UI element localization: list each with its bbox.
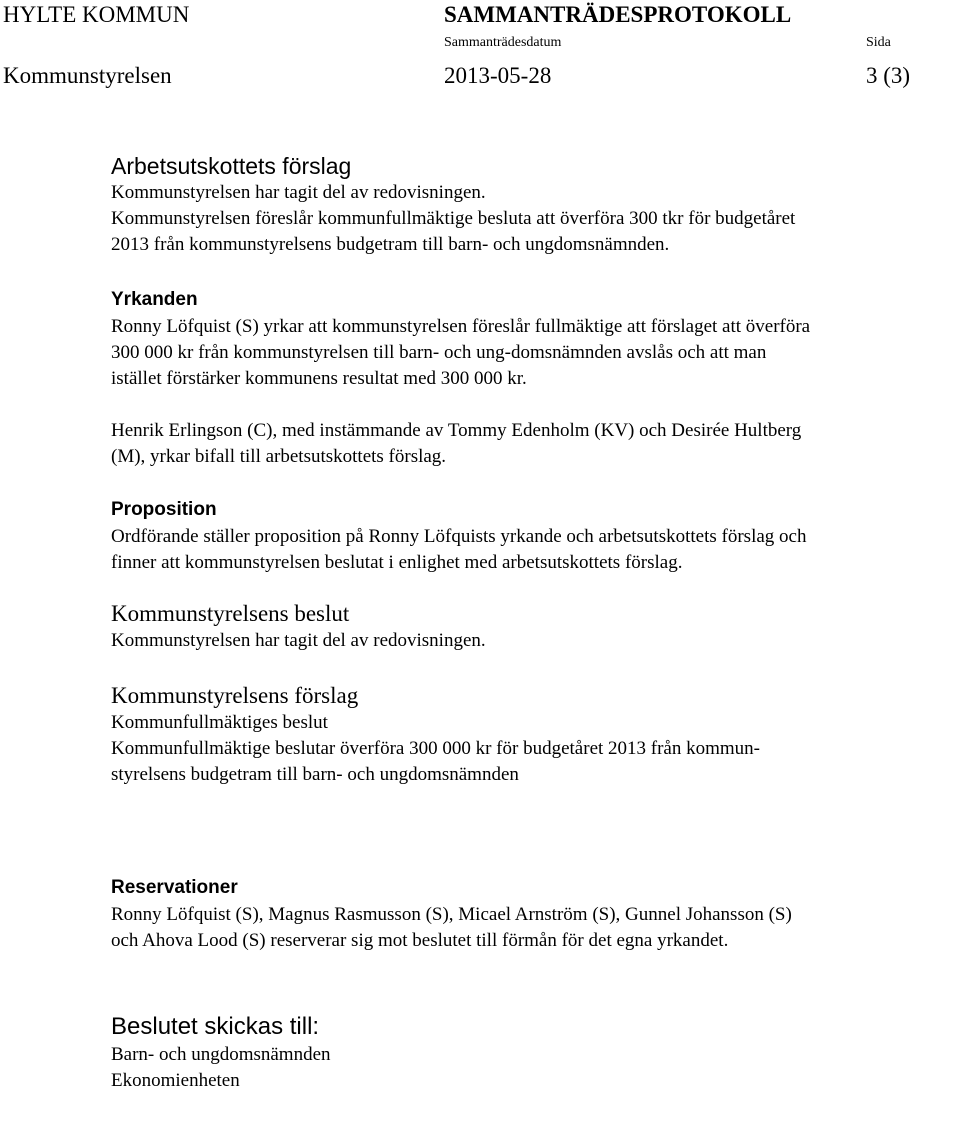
section-proposition	[111, 496, 959, 576]
page-label: Sida	[866, 35, 891, 50]
section-arbetsutskottets-forslag	[111, 152, 959, 258]
text-line: Kommunstyrelsen har tagit del av redovisningen.	[111, 630, 486, 651]
section-heading: Arbetsutskottets förslag	[111, 153, 352, 179]
text-line: istället förstärker kommunens resultat med 300 000 kr.	[111, 368, 527, 389]
section-kommunstyrelsens-forslag	[111, 682, 959, 788]
section-yrkanden	[111, 286, 959, 470]
text-line: Kommunstyrelsen har tagit del av redovisningen.	[111, 182, 486, 203]
section-beslutet-skickas-till	[111, 1012, 959, 1094]
recipient: Ekonomienheten	[111, 1070, 240, 1091]
section-text	[111, 180, 959, 258]
text-line: Kommunfullmäktige beslutar överföra 300 000 kr för budgetåret 2013 från kommun-	[111, 738, 760, 759]
section-kommunstyrelsens-beslut	[111, 600, 959, 654]
text-line: styrelsens budgetram till barn- och ungdomsnämnden	[111, 764, 519, 785]
section-heading: Beslutet skickas till:	[111, 1013, 320, 1040]
section-text	[111, 418, 959, 470]
page-number: 3 (3)	[866, 63, 911, 88]
section-text	[111, 628, 959, 654]
text-line: (M), yrkar bifall till arbetsutskottets förslag.	[111, 446, 447, 467]
document-type: SAMMANTRÄDESPROTOKOLL	[444, 2, 792, 27]
text-line: Kommunfullmäktiges beslut	[111, 712, 328, 733]
text-line: och Ahova Lood (S) reserverar sig mot beslutet till förmån för det egna yrkandet.	[111, 930, 729, 951]
section-text	[111, 710, 959, 788]
recipient: Barn- och ungdomsnämnden	[111, 1044, 331, 1065]
section-reservationer	[111, 874, 959, 954]
meeting-date-label: Sammanträdesdatum	[444, 35, 562, 50]
section-heading: Kommunstyrelsens förslag	[111, 683, 359, 708]
text-line: Ronny Löfquist (S) yrkar att kommunstyrelsen föreslår fullmäktige att förslaget att överföra	[111, 316, 811, 337]
text-line: 300 000 kr från kommunstyrelsen till barn- och ung-domsnämnden avslås och att man	[111, 342, 767, 363]
section-text	[111, 902, 959, 954]
text-line: finner att kommunstyrelsen beslutat i enlighet med arbetsutskottets förslag.	[111, 552, 683, 573]
section-heading: Proposition	[111, 499, 217, 520]
text-line: Ordförande ställer proposition på Ronny Löfquists yrkande och arbetsutskottets förslag och	[111, 526, 807, 547]
text-line: Kommunstyrelsen föreslår kommunfullmäktige besluta att överföra 300 tkr för budgetåret	[111, 208, 796, 229]
text-line: Henrik Erlingson (C), med instämmande av Tommy Edenholm (KV) och Desirée Hultberg	[111, 420, 802, 441]
committee-name: Kommunstyrelsen	[3, 63, 172, 88]
protocol-content	[111, 152, 959, 1094]
section-text	[111, 524, 959, 576]
section-heading: Kommunstyrelsens beslut	[111, 601, 350, 626]
section-text	[111, 314, 959, 392]
organization-name: HYLTE KOMMUN	[3, 2, 190, 27]
text-line: Ronny Löfquist (S), Magnus Rasmusson (S), Micael Arnström (S), Gunnel Johansson (S)	[111, 904, 792, 925]
text-line: 2013 från kommunstyrelsens budgetram till barn- och ungdomsnämnden.	[111, 234, 670, 255]
recipient-list	[111, 1042, 959, 1094]
meeting-date: 2013-05-28	[444, 63, 552, 88]
section-heading: Yrkanden	[111, 289, 198, 310]
section-heading: Reservationer	[111, 877, 238, 898]
